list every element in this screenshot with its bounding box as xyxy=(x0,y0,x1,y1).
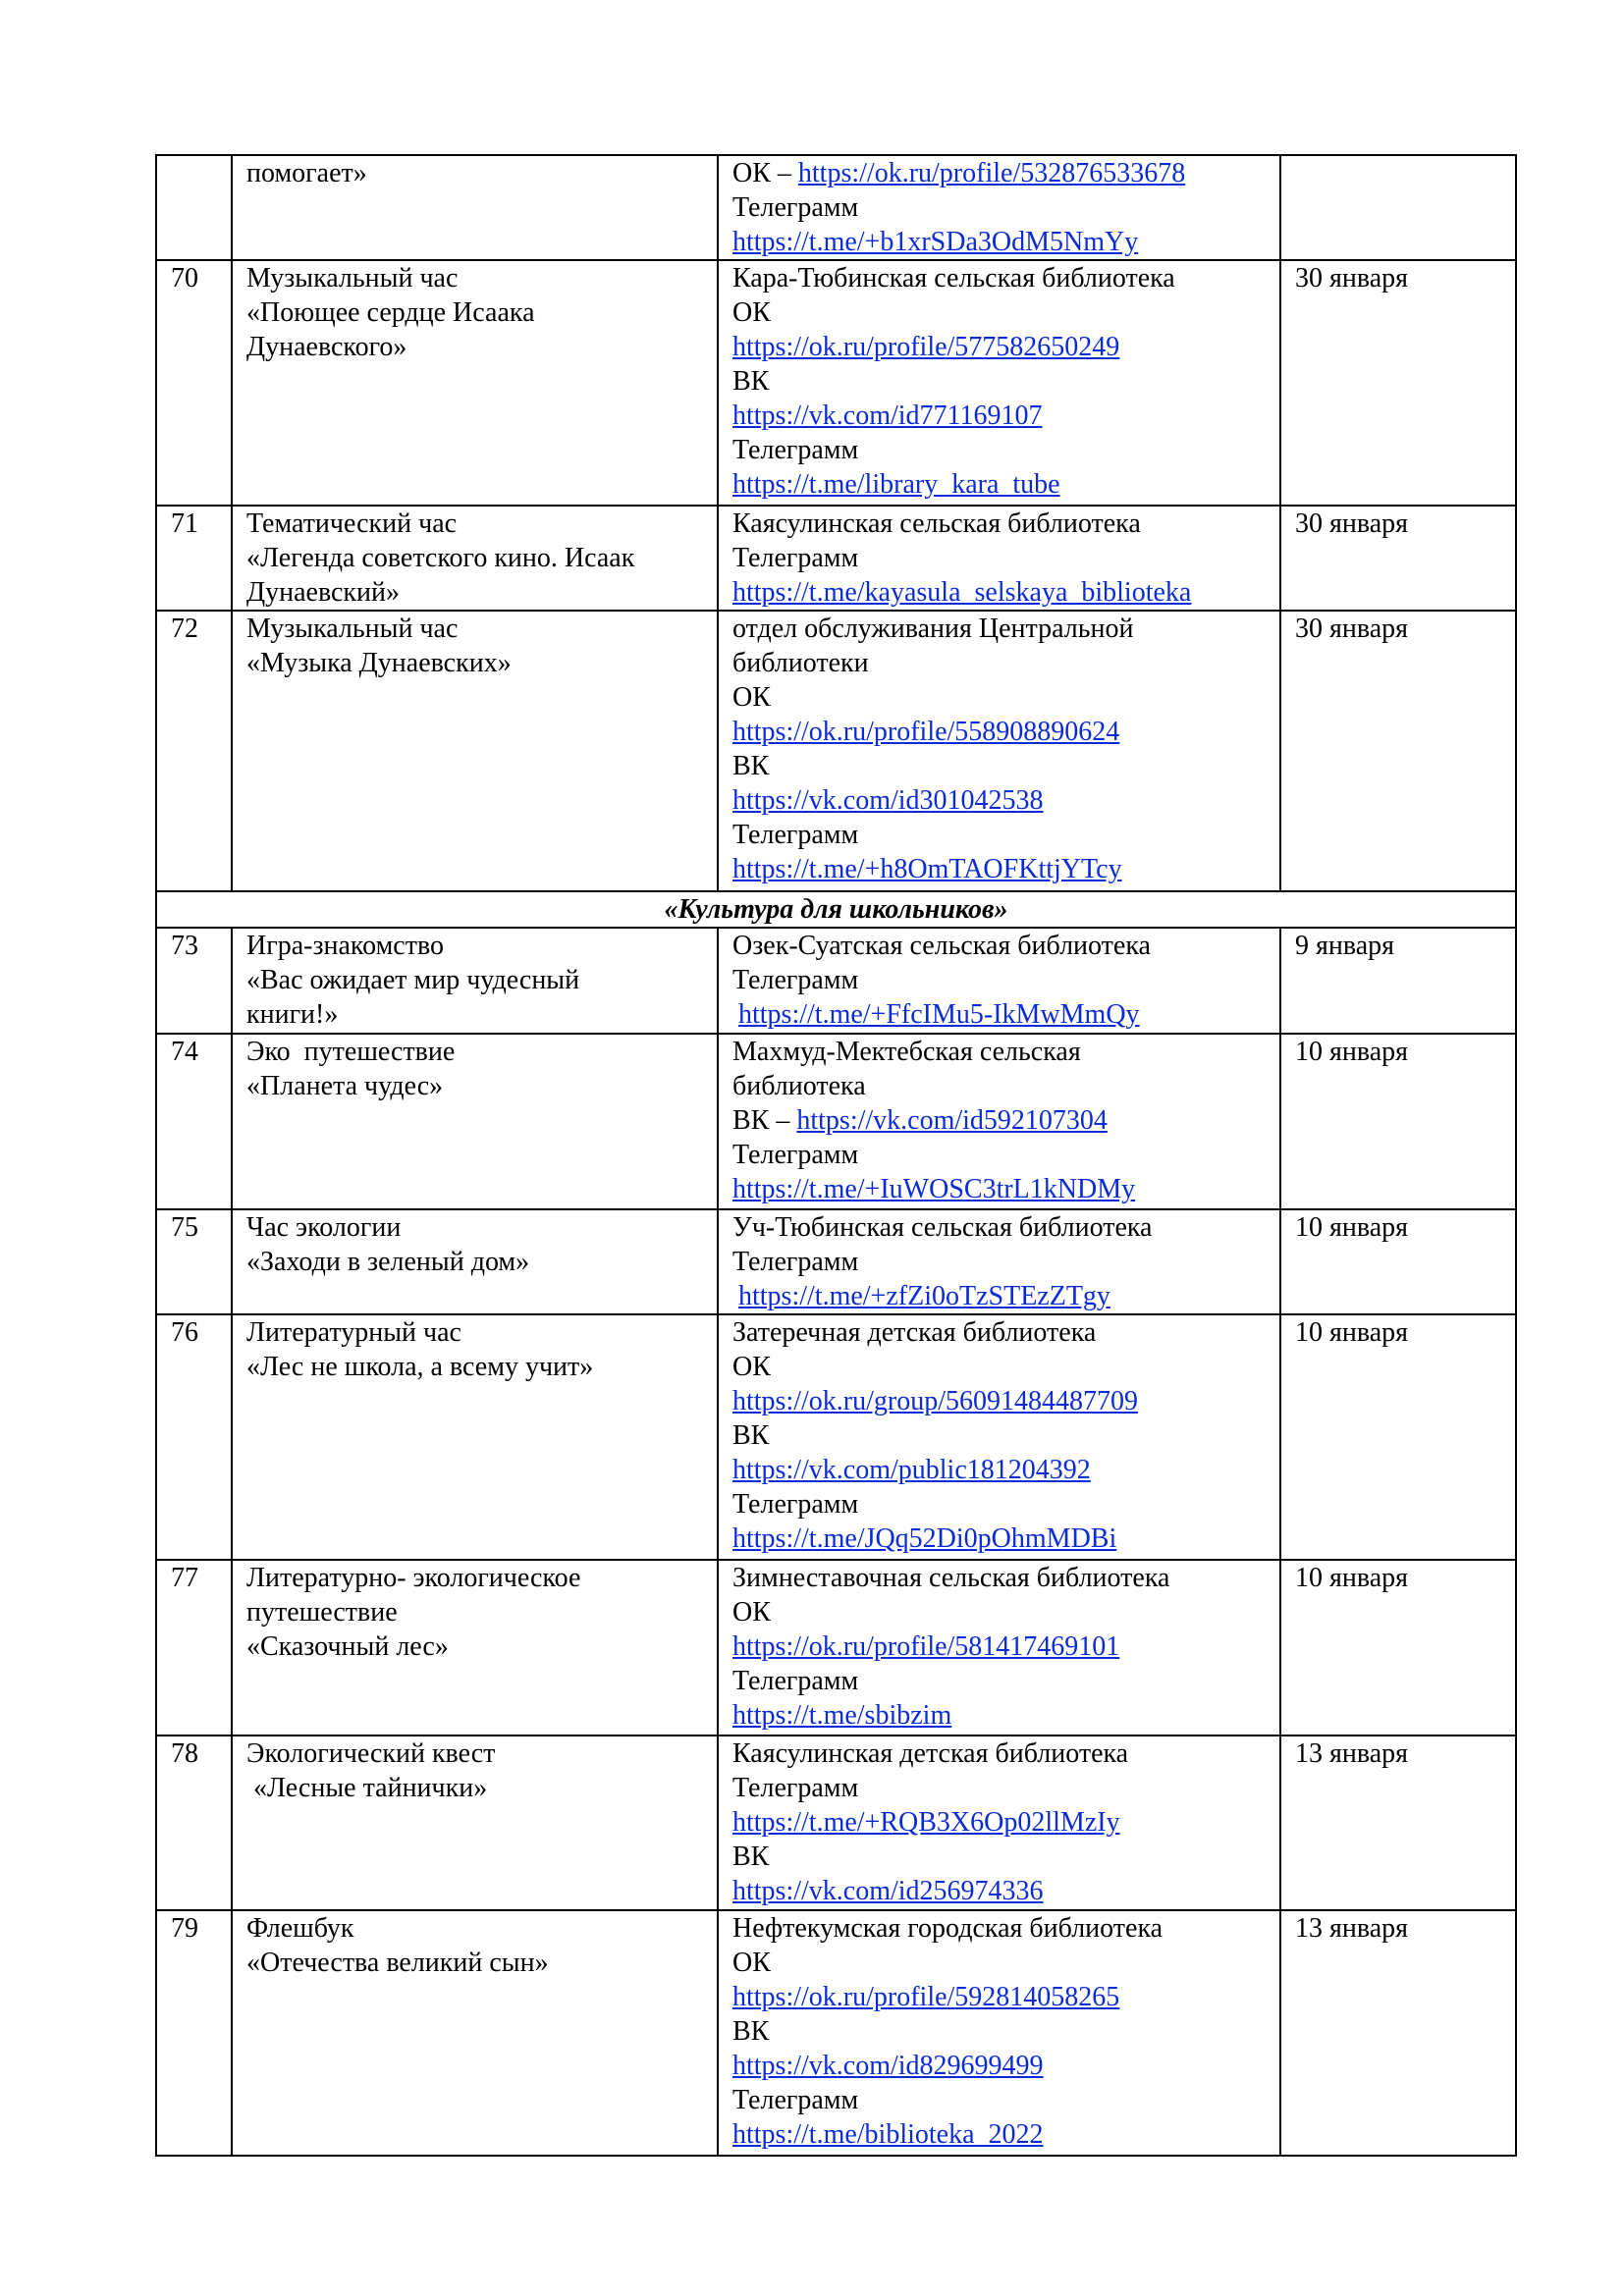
table-row xyxy=(156,1314,1516,1560)
table-row xyxy=(156,1034,1516,1209)
platform-label: Телеграмм xyxy=(732,435,859,465)
event-cell xyxy=(232,928,718,1034)
profile-link[interactable]: https://ok.ru/profile/532876533678 xyxy=(797,158,1186,188)
table-row xyxy=(156,1560,1516,1735)
platform-label: Затеречная детская библиотека xyxy=(732,1317,1097,1348)
platform-label: Каясулинская сельская библиотека xyxy=(732,508,1141,539)
event-line: Литературный час xyxy=(246,1317,461,1348)
event-date: 30 января xyxy=(1280,611,1516,891)
profile-link[interactable]: https://ok.ru/profile/592814058265 xyxy=(732,1982,1120,2012)
platform-label: Телеграмм xyxy=(732,543,859,573)
row-number: 75 xyxy=(156,1209,232,1314)
platform-cell xyxy=(718,1314,1280,1560)
profile-link[interactable]: https://ok.ru/group/56091484487709 xyxy=(732,1386,1138,1416)
event-date: 10 января xyxy=(1280,1034,1516,1209)
event-line: книги!» xyxy=(246,999,339,1030)
platform-label: Телеграмм xyxy=(732,1489,859,1520)
row-number xyxy=(156,155,232,260)
platform-label: Махмуд-Мектебская сельская xyxy=(732,1037,1081,1067)
row-number: 72 xyxy=(156,611,232,891)
row-number: 77 xyxy=(156,1560,232,1735)
platform-label: ОК – xyxy=(732,158,798,188)
profile-link[interactable]: https://vk.com/id301042538 xyxy=(732,785,1044,816)
profile-link[interactable]: https://ok.ru/profile/558908890624 xyxy=(732,717,1120,747)
profile-link[interactable]: https://vk.com/id771169107 xyxy=(732,400,1043,431)
profile-link[interactable]: https://ok.ru/profile/577582650249 xyxy=(732,332,1120,362)
event-date: 30 января xyxy=(1280,260,1516,506)
event-cell xyxy=(232,1314,718,1560)
event-line: Музыкальный час xyxy=(246,614,459,644)
event-cell xyxy=(232,1735,718,1910)
event-line: Эко путешествие xyxy=(246,1037,456,1067)
platform-label: Зимнеставочная сельская библиотека xyxy=(732,1563,1170,1593)
event-line: «Сказочный лес» xyxy=(246,1631,449,1662)
platform-cell xyxy=(718,1560,1280,1735)
platform-label: Телеграмм xyxy=(732,192,859,223)
table-row xyxy=(156,506,1516,611)
platform-label: ВК xyxy=(732,1420,770,1451)
profile-link[interactable]: https://t.me/sbibzim xyxy=(732,1700,952,1731)
event-line: Экологический квест xyxy=(246,1738,496,1769)
platform-label: ВК xyxy=(732,366,770,397)
platform-label: ВК xyxy=(732,751,770,781)
row-number: 71 xyxy=(156,506,232,611)
event-cell xyxy=(232,1560,718,1735)
platform-label: Кара-Тюбинская сельская библиотека xyxy=(732,263,1175,294)
table-row xyxy=(156,1910,1516,2156)
platform-line xyxy=(732,156,1275,190)
platform-cell xyxy=(718,1735,1280,1910)
profile-link[interactable]: https://t.me/kayasula_selskaya_biblioteka xyxy=(732,577,1192,608)
event-date: 13 января xyxy=(1280,1910,1516,2156)
event-date xyxy=(1280,155,1516,260)
row-number: 76 xyxy=(156,1314,232,1560)
row-number: 74 xyxy=(156,1034,232,1209)
profile-link[interactable]: https://t.me/+zfZi0oTzSTEzZTgy xyxy=(738,1281,1110,1311)
row-number: 78 xyxy=(156,1735,232,1910)
event-line: Дунаевский» xyxy=(246,577,400,608)
event-line: Дунаевского» xyxy=(246,332,407,362)
table-row xyxy=(156,928,1516,1034)
event-cell xyxy=(232,506,718,611)
event-line: «Музыка Дунаевских» xyxy=(246,648,512,678)
platform-label: Телеграмм xyxy=(732,820,859,850)
platform-cell xyxy=(718,928,1280,1034)
event-date: 10 января xyxy=(1280,1314,1516,1560)
row-number: 73 xyxy=(156,928,232,1034)
table-row xyxy=(156,155,1516,260)
event-line: «Планета чудес» xyxy=(246,1071,444,1101)
platform-cell xyxy=(718,611,1280,891)
platform-label: Телеграмм xyxy=(732,1773,859,1803)
event-line: «Заходи в зеленый дом» xyxy=(246,1247,530,1277)
row-number: 70 xyxy=(156,260,232,506)
event-line: Литературно- экологическое xyxy=(246,1563,581,1593)
platform-label: Телеграмм xyxy=(732,1666,859,1696)
events-table-body xyxy=(156,155,1516,2156)
profile-link[interactable]: https://t.me/+b1xrSDa3OdM5NmYy xyxy=(732,227,1139,257)
event-line: Игра-знакомство xyxy=(246,931,444,961)
platform-cell xyxy=(718,1910,1280,2156)
profile-link[interactable]: https://t.me/library_kara_tube xyxy=(732,469,1060,500)
platform-label: Озек-Суатская сельская библиотека xyxy=(732,931,1151,961)
event-cell xyxy=(232,1910,718,2156)
table-row xyxy=(156,1735,1516,1910)
event-cell xyxy=(232,611,718,891)
platform-label: ОК xyxy=(732,682,771,713)
events-table xyxy=(155,154,1517,2157)
platform-label: Телеграмм xyxy=(732,965,859,995)
platform-label: библиотека xyxy=(732,1071,866,1101)
platform-label: отдел обслуживания Центральной xyxy=(732,614,1134,644)
profile-link[interactable]: https://t.me/JQq52Di0pOhmMDBi xyxy=(732,1523,1117,1554)
platform-label: Телеграмм xyxy=(732,1247,859,1277)
event-line: Час экологии xyxy=(246,1212,402,1243)
event-date: 10 января xyxy=(1280,1209,1516,1314)
event-line: «Поющее сердце Исаака xyxy=(246,297,535,328)
platform-cell xyxy=(718,506,1280,611)
platform-label: Нефтекумская городская библиотека xyxy=(732,1913,1164,1944)
event-cell xyxy=(232,1209,718,1314)
table-row xyxy=(156,611,1516,891)
table-row xyxy=(156,260,1516,506)
event-line: Тематический час xyxy=(246,508,458,539)
platform-label: ВК xyxy=(732,2016,770,2047)
section-row xyxy=(156,891,1516,928)
platform-label: ОК xyxy=(732,297,771,328)
platform-cell xyxy=(718,155,1280,260)
platform-label: Каясулинская детская библиотека xyxy=(732,1738,1129,1769)
event-cell xyxy=(232,260,718,506)
profile-link[interactable]: https://ok.ru/profile/581417469101 xyxy=(732,1631,1120,1662)
event-date: 9 января xyxy=(1280,928,1516,1034)
profile-link[interactable]: https://t.me/biblioteka_2022 xyxy=(732,2119,1044,2150)
platform-label: ОК xyxy=(732,1352,771,1382)
platform-label: Телеграмм xyxy=(732,2085,859,2115)
profile-link[interactable]: https://t.me/+RQB3X6Op02llMzIy xyxy=(732,1807,1120,1838)
event-date: 10 января xyxy=(1280,1560,1516,1735)
row-number: 79 xyxy=(156,1910,232,2156)
event-line: Флешбук xyxy=(246,1913,354,1944)
profile-link[interactable]: https://t.me/+FfcIMu5-IkMwMmQy xyxy=(738,999,1140,1030)
profile-link[interactable]: https://vk.com/id592107304 xyxy=(796,1105,1108,1136)
event-cell xyxy=(232,155,718,260)
event-line: «Легенда советского кино. Исаак xyxy=(246,543,635,573)
platform-label: библиотеки xyxy=(732,648,869,678)
platform-cell xyxy=(718,1034,1280,1209)
profile-link[interactable]: https://vk.com/id256974336 xyxy=(732,1876,1044,1906)
platform-label: ВК – xyxy=(732,1105,797,1136)
platform-line xyxy=(732,1103,1275,1138)
profile-link[interactable]: https://t.me/+h8OmTAOFKttjYTcy xyxy=(732,854,1122,884)
event-line: «Вас ожидает мир чудесный xyxy=(246,965,580,995)
platform-label: ВК xyxy=(732,1842,770,1872)
platform-cell xyxy=(718,1209,1280,1314)
section-heading: «Культура для школьников» xyxy=(156,891,1516,928)
event-line: «Отечества великий сын» xyxy=(246,1948,549,1978)
profile-link[interactable]: https://vk.com/public181204392 xyxy=(732,1455,1091,1485)
event-line: «Лесные тайнички» xyxy=(246,1773,488,1803)
profile-link[interactable]: https://vk.com/id829699499 xyxy=(732,2051,1044,2081)
profile-link[interactable]: https://t.me/+IuWOSC3trL1kNDMy xyxy=(732,1174,1136,1204)
platform-cell xyxy=(718,260,1280,506)
platform-label: ОК xyxy=(732,1948,771,1978)
event-line: «Лес не школа, а всему учит» xyxy=(246,1352,594,1382)
event-date: 30 января xyxy=(1280,506,1516,611)
table-row xyxy=(156,1209,1516,1314)
event-line: помогает» xyxy=(246,158,367,188)
platform-label: Телеграмм xyxy=(732,1140,859,1170)
event-line: Музыкальный час xyxy=(246,263,459,294)
platform-label: Уч-Тюбинская сельская библиотека xyxy=(732,1212,1153,1243)
event-date: 13 января xyxy=(1280,1735,1516,1910)
event-cell xyxy=(232,1034,718,1209)
platform-label: ОК xyxy=(732,1597,771,1628)
event-line: путешествие xyxy=(246,1597,398,1628)
